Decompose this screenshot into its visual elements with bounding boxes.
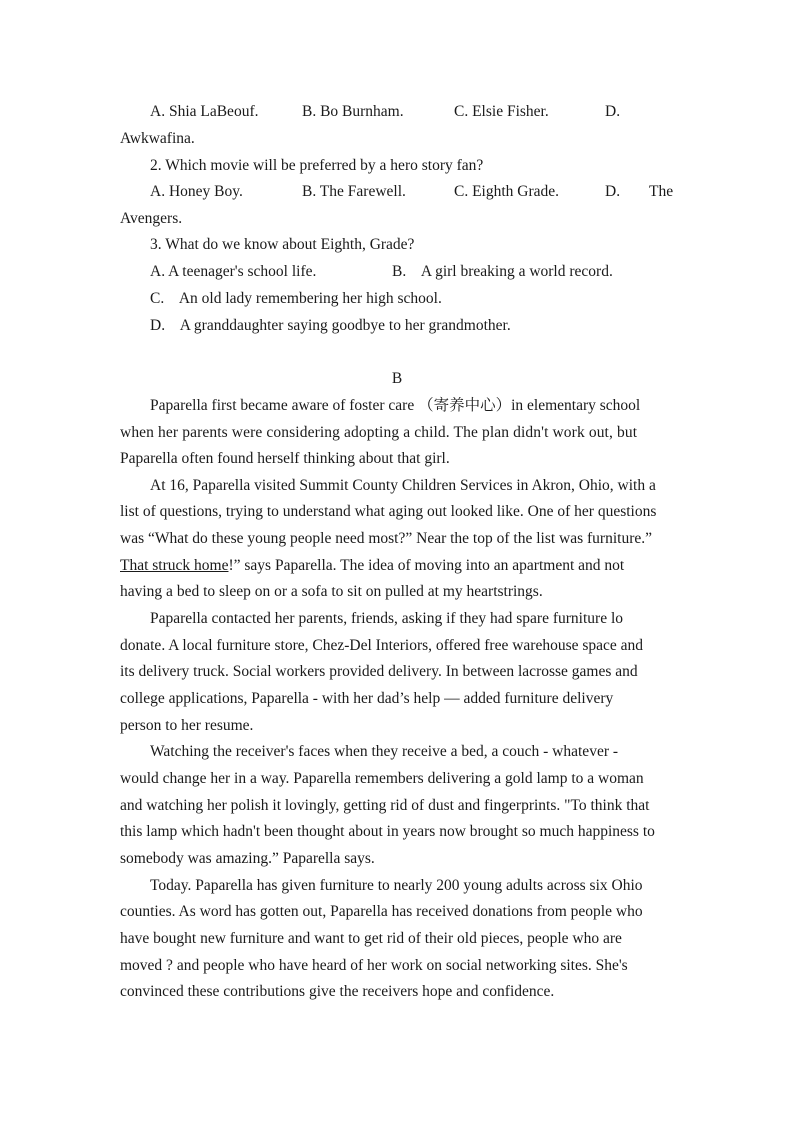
p5-line-5: convinced these contributions give the receivers hope and confidence.: [120, 983, 555, 1000]
p4-line-5: somebody was amazing.” Paparella says.: [120, 850, 375, 867]
section-heading: B: [391, 370, 403, 387]
p2-line-3: was “What do these young people need most?” Near the top of the list was furniture.”: [120, 530, 652, 547]
p5-line-3: have bought new furniture and want to get rid of their old pieces, people who are: [120, 930, 622, 947]
p2-line-4: That struck home!” says Paparella. The idea of moving into an apartment and not: [120, 557, 625, 574]
q3-option-d: D. A granddaughter saying goodbye to her grandmother.: [150, 317, 511, 334]
p4-line-1: Watching the receiver's faces when they receive a bed, a couch - whatever -: [150, 743, 619, 760]
p3-line-3: its delivery truck. Social workers provided delivery. In between lacrosse games and: [120, 663, 638, 680]
q2-option-a: A. Honey Boy.: [150, 183, 243, 200]
q3-option-a: A. A teenager's school life.: [150, 263, 317, 280]
p1-line-1: Paparella first became aware of foster care （寄养中心）in elementary school: [150, 397, 641, 414]
q3-option-b: B. A girl breaking a world record.: [392, 263, 613, 280]
q2-option-d-word: The: [649, 183, 674, 200]
q1-option-a: A. Shia LaBeouf.: [150, 103, 259, 120]
q3-option-c: C. An old lady remembering her high school.: [150, 290, 442, 307]
q2-option-d-text: Avengers.: [120, 210, 183, 227]
p4-line-2: would change her in a way. Paparella remembers delivering a gold lamp to a woman: [120, 770, 644, 787]
q2-option-b: B. The Farewell.: [302, 183, 406, 200]
p5-line-1: Today. Paparella has given furniture to nearly 200 young adults across six Ohio: [150, 877, 643, 894]
q2-option-d-label: D.: [605, 183, 621, 200]
q1-option-b: B. Bo Burnham.: [302, 103, 404, 120]
p2-line-5: having a bed to sleep on or a sofa to sit on pulled at my heartstrings.: [120, 583, 543, 600]
q3-question: 3. What do we know about Eighth, Grade?: [150, 236, 415, 253]
underlined-phrase: That struck home: [120, 557, 229, 574]
p2-line-1: At 16, Paparella visited Summit County Children Services in Akron, Ohio, with a: [150, 477, 656, 494]
p1-line-3: Paparella often found herself thinking about that girl.: [120, 450, 450, 467]
q2-option-c: C. Eighth Grade.: [454, 183, 560, 200]
q1-option-d-text: Awkwafina.: [120, 130, 195, 147]
p3-line-5: person to her resume.: [120, 717, 254, 734]
p5-line-4: moved ? and people who have heard of her work on social networking sites. She's: [120, 957, 628, 974]
p3-line-4: college applications, Paparella - with her dad’s help — added furniture delivery: [120, 690, 614, 707]
q1-option-d-label: D.: [605, 103, 621, 120]
q2-question: 2. Which movie will be preferred by a hero story fan?: [150, 157, 484, 174]
p1-line-2: when her parents were considering adopting a child. The plan didn't work out, but: [120, 424, 638, 441]
p4-line-4: this lamp which hadn't been thought about in years now brought so much happiness to: [120, 823, 655, 840]
p4-line-3: and watching her polish it lovingly, getting rid of dust and fingerprints. "To think that: [120, 797, 650, 814]
p5-line-2: counties. As word has gotten out, Paparella has received donations from people who: [120, 903, 643, 920]
q1-option-c: C. Elsie Fisher.: [454, 103, 549, 120]
p2-line-2: list of questions, trying to understand what aging out looked like. One of her questions: [120, 503, 657, 520]
p3-line-1: Paparella contacted her parents, friends, asking if they had spare furniture lo: [150, 610, 623, 627]
p3-line-2: donate. A local furniture store, Chez-Del Interiors, offered free warehouse space and: [120, 637, 644, 654]
